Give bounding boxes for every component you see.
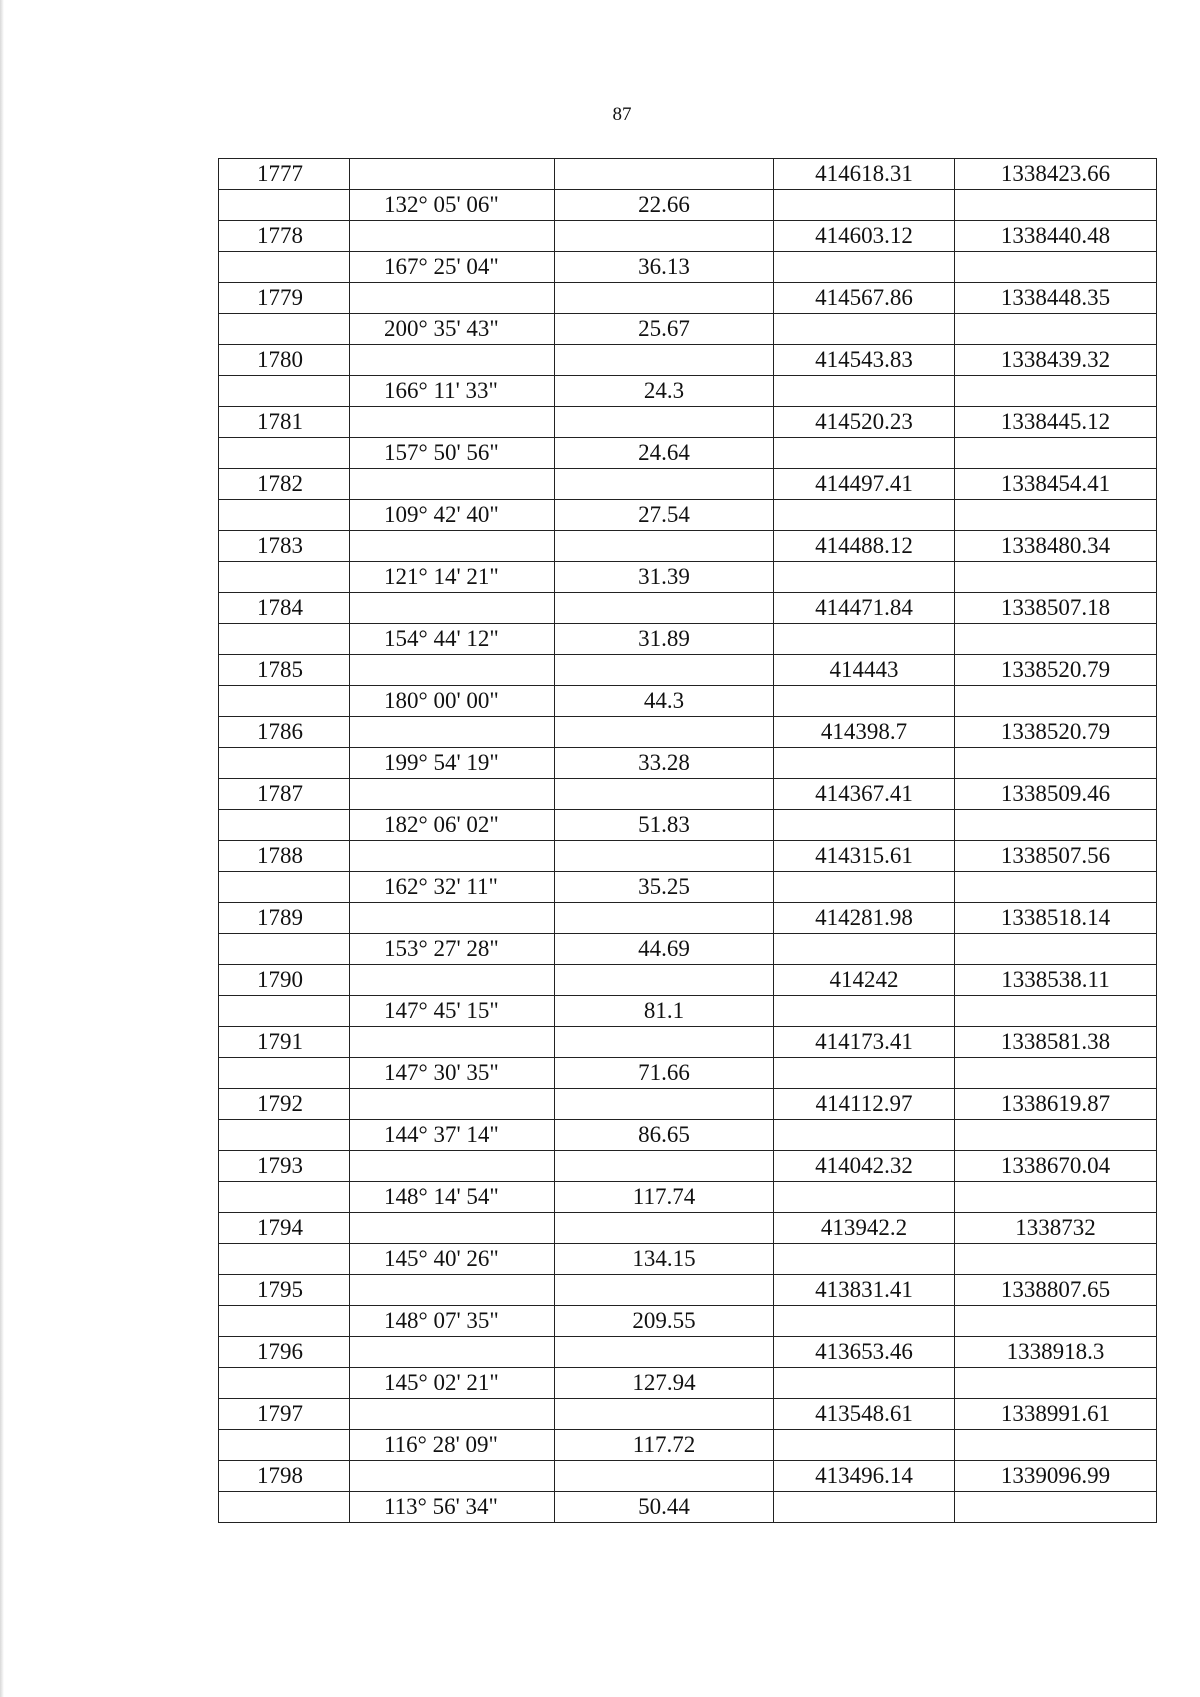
bearing-cell: [350, 221, 555, 252]
distance-cell: [555, 283, 774, 314]
leg-row: [219, 500, 1157, 531]
northing-cell: 413496.14: [774, 1461, 955, 1492]
easting-cell: [955, 1430, 1157, 1461]
bearing-cell: [350, 1337, 555, 1368]
point-row: [219, 841, 1157, 872]
distance-cell: 36.13: [555, 252, 774, 283]
northing-cell: [774, 500, 955, 531]
bearing-cell: 144° 37' 14": [350, 1120, 555, 1151]
point-number-cell: 1779: [219, 283, 350, 314]
point-row: [219, 779, 1157, 810]
point-number-cell: 1794: [219, 1213, 350, 1244]
distance-cell: 71.66: [555, 1058, 774, 1089]
point-number-cell: 1777: [219, 159, 350, 190]
easting-cell: 1338509.46: [955, 779, 1157, 810]
point-number-cell: 1790: [219, 965, 350, 996]
northing-cell: [774, 1492, 955, 1523]
point-row: [219, 1027, 1157, 1058]
point-row: [219, 1151, 1157, 1182]
page-number: 87: [612, 104, 632, 125]
bearing-cell: 182° 06' 02": [350, 810, 555, 841]
point-number-cell: [219, 934, 350, 965]
northing-cell: [774, 1368, 955, 1399]
point-number-cell: [219, 624, 350, 655]
northing-cell: [774, 810, 955, 841]
distance-cell: 24.64: [555, 438, 774, 469]
point-row: [219, 283, 1157, 314]
northing-cell: [774, 376, 955, 407]
distance-cell: 44.69: [555, 934, 774, 965]
distance-cell: [555, 1337, 774, 1368]
point-number-cell: [219, 1492, 350, 1523]
bearing-cell: 147° 45' 15": [350, 996, 555, 1027]
distance-cell: [555, 531, 774, 562]
northing-cell: 414173.41: [774, 1027, 955, 1058]
point-row: [219, 531, 1157, 562]
easting-cell: [955, 1492, 1157, 1523]
point-number-cell: [219, 1306, 350, 1337]
bearing-cell: [350, 965, 555, 996]
northing-cell: 414543.83: [774, 345, 955, 376]
leg-row: [219, 748, 1157, 779]
point-number-cell: [219, 252, 350, 283]
distance-cell: [555, 1027, 774, 1058]
bearing-cell: [350, 159, 555, 190]
distance-cell: 27.54: [555, 500, 774, 531]
easting-cell: [955, 1182, 1157, 1213]
point-number-cell: [219, 1368, 350, 1399]
point-number-cell: 1780: [219, 345, 350, 376]
point-number-cell: [219, 1430, 350, 1461]
leg-row: [219, 314, 1157, 345]
easting-cell: [955, 624, 1157, 655]
northing-cell: [774, 1306, 955, 1337]
northing-cell: 414315.61: [774, 841, 955, 872]
distance-cell: [555, 779, 774, 810]
point-number-cell: [219, 686, 350, 717]
easting-cell: [955, 1120, 1157, 1151]
leg-row: [219, 624, 1157, 655]
point-number-cell: [219, 1244, 350, 1275]
distance-cell: [555, 221, 774, 252]
northing-cell: 414471.84: [774, 593, 955, 624]
easting-cell: 1338439.32: [955, 345, 1157, 376]
bearing-cell: [350, 841, 555, 872]
easting-cell: 1338445.12: [955, 407, 1157, 438]
easting-cell: [955, 996, 1157, 1027]
northing-cell: [774, 1120, 955, 1151]
scan-edge-shadow: [0, 0, 4, 1697]
distance-cell: 35.25: [555, 872, 774, 903]
northing-cell: [774, 1430, 955, 1461]
point-number-cell: 1795: [219, 1275, 350, 1306]
distance-cell: 24.3: [555, 376, 774, 407]
point-number-cell: [219, 1120, 350, 1151]
point-number-cell: 1798: [219, 1461, 350, 1492]
point-row: [219, 1275, 1157, 1306]
point-number-cell: [219, 314, 350, 345]
distance-cell: [555, 1089, 774, 1120]
point-row: [219, 1337, 1157, 1368]
northing-cell: 413942.2: [774, 1213, 955, 1244]
northing-cell: [774, 996, 955, 1027]
point-number-cell: 1791: [219, 1027, 350, 1058]
northing-cell: [774, 686, 955, 717]
point-number-cell: 1778: [219, 221, 350, 252]
leg-row: [219, 1430, 1157, 1461]
northing-cell: 413548.61: [774, 1399, 955, 1430]
distance-cell: [555, 655, 774, 686]
leg-row: [219, 438, 1157, 469]
bearing-cell: 132° 05' 06": [350, 190, 555, 221]
easting-cell: [955, 748, 1157, 779]
point-number-cell: 1784: [219, 593, 350, 624]
northing-cell: 414603.12: [774, 221, 955, 252]
bearing-cell: 148° 14' 54": [350, 1182, 555, 1213]
northing-cell: [774, 1182, 955, 1213]
northing-cell: 414242: [774, 965, 955, 996]
bearing-cell: 147° 30' 35": [350, 1058, 555, 1089]
easting-cell: 1338440.48: [955, 221, 1157, 252]
leg-row: [219, 1058, 1157, 1089]
point-row: [219, 1213, 1157, 1244]
point-number-cell: 1782: [219, 469, 350, 500]
bearing-cell: 148° 07' 35": [350, 1306, 555, 1337]
leg-row: [219, 1120, 1157, 1151]
easting-cell: [955, 1306, 1157, 1337]
northing-cell: [774, 438, 955, 469]
distance-cell: 117.72: [555, 1430, 774, 1461]
bearing-cell: 180° 00' 00": [350, 686, 555, 717]
easting-cell: [955, 438, 1157, 469]
distance-cell: 134.15: [555, 1244, 774, 1275]
traverse-coordinate-table: [218, 158, 1157, 1523]
northing-cell: [774, 314, 955, 345]
point-row: [219, 1399, 1157, 1430]
distance-cell: [555, 407, 774, 438]
bearing-cell: 145° 40' 26": [350, 1244, 555, 1275]
bearing-cell: [350, 1461, 555, 1492]
easting-cell: 1338732: [955, 1213, 1157, 1244]
easting-cell: [955, 1368, 1157, 1399]
distance-cell: 31.89: [555, 624, 774, 655]
bearing-cell: 162° 32' 11": [350, 872, 555, 903]
leg-row: [219, 1244, 1157, 1275]
leg-row: [219, 872, 1157, 903]
distance-cell: 209.55: [555, 1306, 774, 1337]
leg-row: [219, 562, 1157, 593]
bearing-cell: 153° 27' 28": [350, 934, 555, 965]
point-number-cell: 1796: [219, 1337, 350, 1368]
distance-cell: [555, 1151, 774, 1182]
bearing-cell: 199° 54' 19": [350, 748, 555, 779]
point-number-cell: [219, 996, 350, 1027]
bearing-cell: 113° 56' 34": [350, 1492, 555, 1523]
bearing-cell: [350, 1151, 555, 1182]
point-number-cell: 1788: [219, 841, 350, 872]
point-number-cell: 1786: [219, 717, 350, 748]
northing-cell: 414042.32: [774, 1151, 955, 1182]
easting-cell: 1338480.34: [955, 531, 1157, 562]
easting-cell: 1338423.66: [955, 159, 1157, 190]
leg-row: [219, 1306, 1157, 1337]
bearing-cell: [350, 1399, 555, 1430]
point-number-cell: 1792: [219, 1089, 350, 1120]
bearing-cell: [350, 1089, 555, 1120]
leg-row: [219, 1182, 1157, 1213]
northing-cell: [774, 624, 955, 655]
bearing-cell: 121° 14' 21": [350, 562, 555, 593]
point-number-cell: [219, 562, 350, 593]
point-row: [219, 469, 1157, 500]
bearing-cell: [350, 407, 555, 438]
easting-cell: 1338454.41: [955, 469, 1157, 500]
distance-cell: 25.67: [555, 314, 774, 345]
easting-cell: 1339096.99: [955, 1461, 1157, 1492]
bearing-cell: [350, 593, 555, 624]
bearing-cell: [350, 1027, 555, 1058]
point-number-cell: [219, 1058, 350, 1089]
point-row: [219, 965, 1157, 996]
point-row: [219, 593, 1157, 624]
northing-cell: [774, 562, 955, 593]
bearing-cell: [350, 283, 555, 314]
distance-cell: 86.65: [555, 1120, 774, 1151]
northing-cell: 414488.12: [774, 531, 955, 562]
leg-row: [219, 190, 1157, 221]
bearing-cell: 157° 50' 56": [350, 438, 555, 469]
point-number-cell: [219, 376, 350, 407]
point-number-cell: [219, 810, 350, 841]
point-row: [219, 655, 1157, 686]
leg-row: [219, 252, 1157, 283]
bearing-cell: [350, 655, 555, 686]
point-row: [219, 345, 1157, 376]
bearing-cell: [350, 531, 555, 562]
distance-cell: [555, 1213, 774, 1244]
northing-cell: 414398.7: [774, 717, 955, 748]
point-row: [219, 407, 1157, 438]
point-number-cell: 1783: [219, 531, 350, 562]
point-number-cell: [219, 1182, 350, 1213]
distance-cell: [555, 469, 774, 500]
leg-row: [219, 686, 1157, 717]
point-number-cell: 1787: [219, 779, 350, 810]
leg-row: [219, 810, 1157, 841]
distance-cell: 31.39: [555, 562, 774, 593]
northing-cell: 414618.31: [774, 159, 955, 190]
distance-cell: [555, 345, 774, 376]
point-number-cell: 1785: [219, 655, 350, 686]
easting-cell: [955, 686, 1157, 717]
leg-row: [219, 1492, 1157, 1523]
point-row: [219, 717, 1157, 748]
distance-cell: [555, 1275, 774, 1306]
easting-cell: 1338520.79: [955, 655, 1157, 686]
northing-cell: [774, 748, 955, 779]
point-number-cell: [219, 438, 350, 469]
point-row: [219, 1461, 1157, 1492]
point-number-cell: 1797: [219, 1399, 350, 1430]
bearing-cell: [350, 903, 555, 934]
bearing-cell: 200° 35' 43": [350, 314, 555, 345]
easting-cell: 1338507.18: [955, 593, 1157, 624]
bearing-cell: [350, 345, 555, 376]
easting-cell: 1338807.65: [955, 1275, 1157, 1306]
bearing-cell: [350, 717, 555, 748]
easting-cell: 1338918.3: [955, 1337, 1157, 1368]
northing-cell: 413653.46: [774, 1337, 955, 1368]
bearing-cell: 109° 42' 40": [350, 500, 555, 531]
easting-cell: [955, 810, 1157, 841]
easting-cell: 1338507.56: [955, 841, 1157, 872]
point-number-cell: 1789: [219, 903, 350, 934]
northing-cell: [774, 872, 955, 903]
distance-cell: [555, 717, 774, 748]
easting-cell: [955, 376, 1157, 407]
northing-cell: 414367.41: [774, 779, 955, 810]
easting-cell: [955, 252, 1157, 283]
easting-cell: [955, 872, 1157, 903]
easting-cell: [955, 1244, 1157, 1275]
easting-cell: [955, 562, 1157, 593]
northing-cell: 413831.41: [774, 1275, 955, 1306]
northing-cell: [774, 1244, 955, 1275]
northing-cell: 414443: [774, 655, 955, 686]
easting-cell: [955, 314, 1157, 345]
easting-cell: [955, 500, 1157, 531]
northing-cell: [774, 1058, 955, 1089]
northing-cell: [774, 934, 955, 965]
easting-cell: 1338448.35: [955, 283, 1157, 314]
point-row: [219, 159, 1157, 190]
bearing-cell: [350, 1213, 555, 1244]
distance-cell: 127.94: [555, 1368, 774, 1399]
distance-cell: 117.74: [555, 1182, 774, 1213]
distance-cell: 81.1: [555, 996, 774, 1027]
bearing-cell: 166° 11' 33": [350, 376, 555, 407]
northing-cell: 414567.86: [774, 283, 955, 314]
easting-cell: 1338538.11: [955, 965, 1157, 996]
distance-cell: [555, 1461, 774, 1492]
northing-cell: [774, 252, 955, 283]
easting-cell: 1338619.87: [955, 1089, 1157, 1120]
point-row: [219, 903, 1157, 934]
easting-cell: 1338670.04: [955, 1151, 1157, 1182]
northing-cell: [774, 190, 955, 221]
point-number-cell: [219, 748, 350, 779]
leg-row: [219, 1368, 1157, 1399]
point-number-cell: 1781: [219, 407, 350, 438]
distance-cell: [555, 159, 774, 190]
distance-cell: [555, 841, 774, 872]
bearing-cell: 154° 44' 12": [350, 624, 555, 655]
leg-row: [219, 996, 1157, 1027]
northing-cell: 414520.23: [774, 407, 955, 438]
distance-cell: 44.3: [555, 686, 774, 717]
northing-cell: 414112.97: [774, 1089, 955, 1120]
leg-row: [219, 934, 1157, 965]
easting-cell: [955, 934, 1157, 965]
northing-cell: 414497.41: [774, 469, 955, 500]
distance-cell: [555, 903, 774, 934]
bearing-cell: [350, 469, 555, 500]
distance-cell: 50.44: [555, 1492, 774, 1523]
bearing-cell: 167° 25' 04": [350, 252, 555, 283]
bearing-cell: [350, 779, 555, 810]
distance-cell: 33.28: [555, 748, 774, 779]
point-number-cell: [219, 872, 350, 903]
easting-cell: 1338991.61: [955, 1399, 1157, 1430]
bearing-cell: 116° 28' 09": [350, 1430, 555, 1461]
point-number-cell: [219, 190, 350, 221]
distance-cell: [555, 965, 774, 996]
point-number-cell: 1793: [219, 1151, 350, 1182]
leg-row: [219, 376, 1157, 407]
easting-cell: 1338581.38: [955, 1027, 1157, 1058]
table-body: [219, 159, 1157, 1523]
bearing-cell: [350, 1275, 555, 1306]
easting-cell: [955, 190, 1157, 221]
distance-cell: [555, 1399, 774, 1430]
point-row: [219, 1089, 1157, 1120]
distance-cell: 51.83: [555, 810, 774, 841]
easting-cell: 1338520.79: [955, 717, 1157, 748]
easting-cell: [955, 1058, 1157, 1089]
point-row: [219, 221, 1157, 252]
easting-cell: 1338518.14: [955, 903, 1157, 934]
distance-cell: [555, 593, 774, 624]
distance-cell: 22.66: [555, 190, 774, 221]
northing-cell: 414281.98: [774, 903, 955, 934]
point-number-cell: [219, 500, 350, 531]
bearing-cell: 145° 02' 21": [350, 1368, 555, 1399]
